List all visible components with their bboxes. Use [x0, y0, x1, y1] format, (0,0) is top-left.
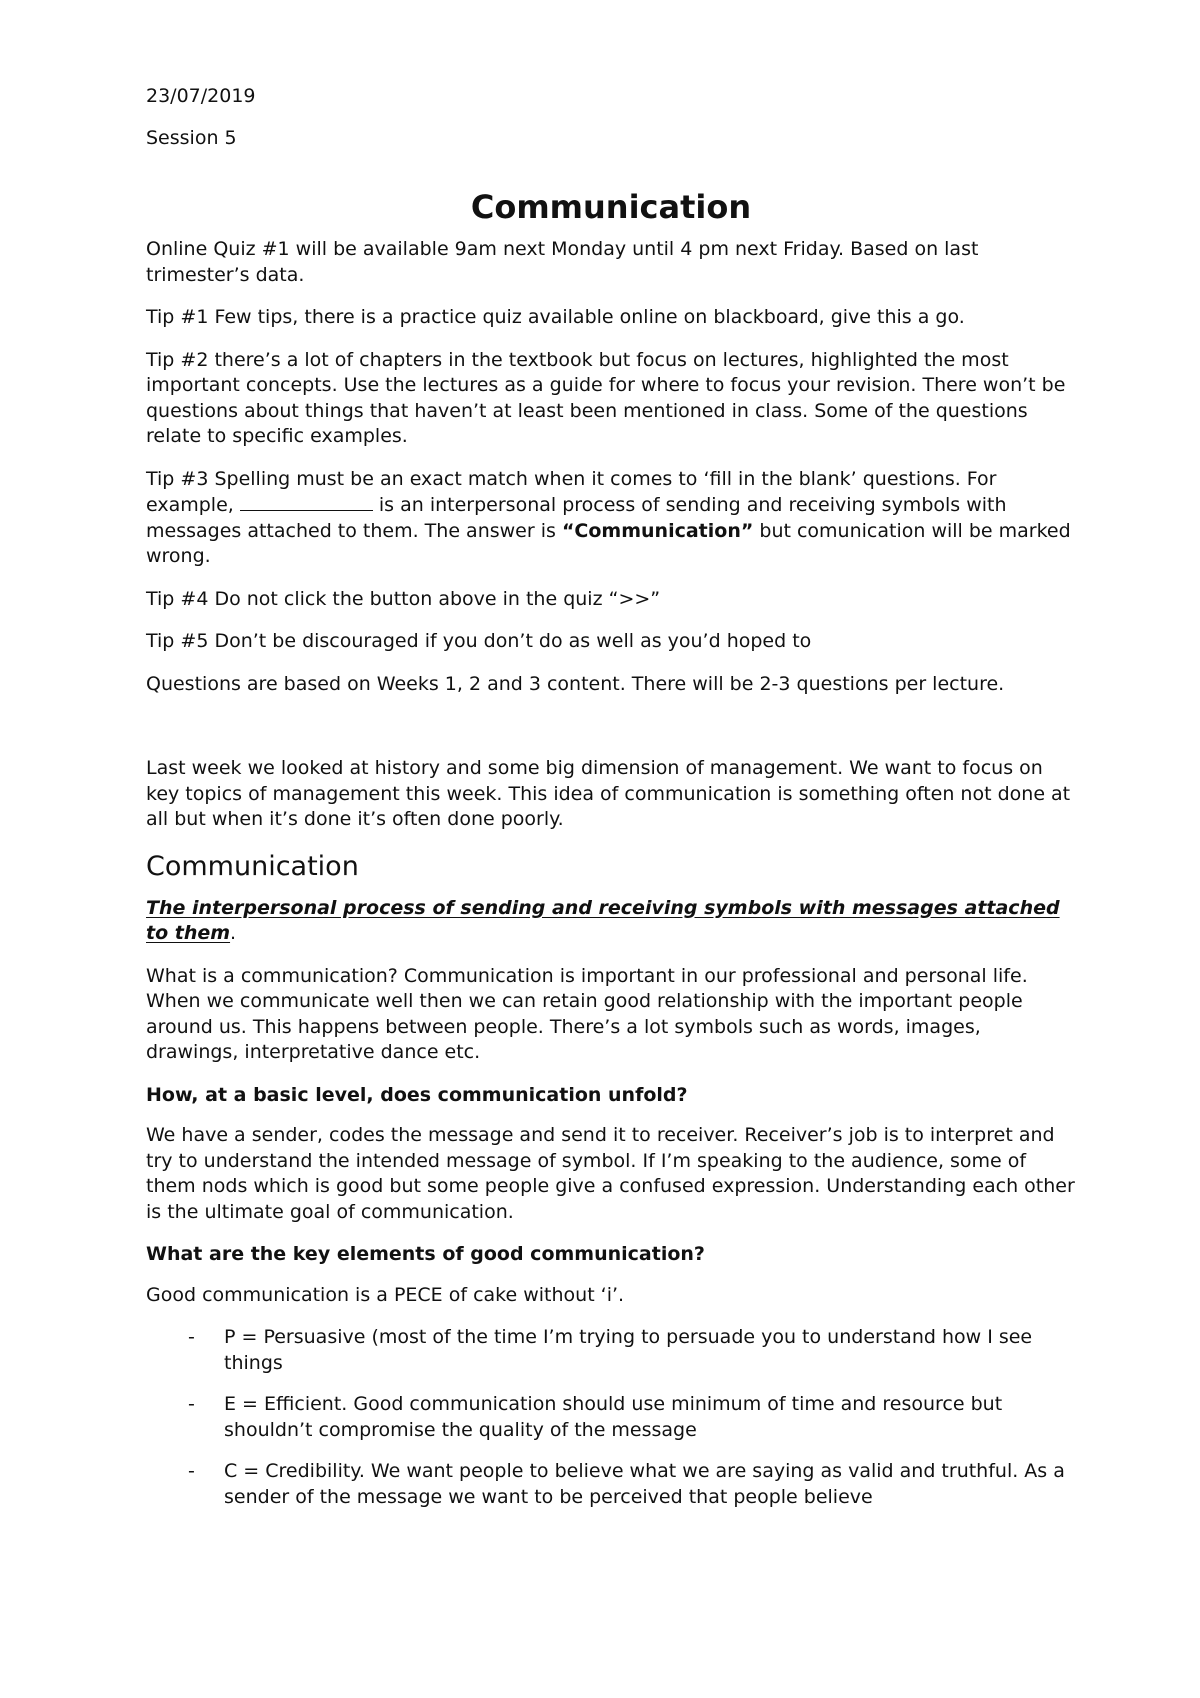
last-week-paragraph: Last week we looked at history and some big dimension of management. We want to focus on key topics of management this week. This idea of communication is something often not done at all but when it’s done it’s often done poorly. [146, 757, 1071, 830]
questions-note: Questions are based on Weeks 1, 2 and 3 content. There will be 2-3 questions per lecture. [146, 672, 1005, 695]
definition-text: The interpersonal process of sending and receiving symbols with messages attached to them [146, 896, 1060, 944]
page-title: Communication [470, 188, 752, 226]
tip-4: Tip #4 Do not click the button above in the quiz “>>” [146, 587, 661, 610]
tip-3-end: but comunication will be marked wrong. [146, 519, 1071, 567]
tip-3-answer: “Communication” [561, 519, 754, 542]
list-item-text: P = Persuasive (most of the time I’m trying to persuade you to understand how I see things [224, 1326, 1033, 1374]
tip-2: Tip #2 there’s a lot of chapters in the textbook but focus on lectures, highlighted the most important concepts. Use the lectures as a guide for where to focus your revision. There won’t be questions about things that haven’t at least been mentioned in class. Some of the questions relate to specific examples. [146, 348, 1066, 447]
document-page [146, 84, 1076, 1526]
list-bullet: - [188, 1460, 195, 1482]
answer-paragraph-1: We have a sender, codes the message and send it to receiver. Receiver’s job is to interpret and try to understand the intended message of symbol. If I’m speaking to the audience, some of them nods which is good but some people give a confused expression. Understanding each other is the ultimate goal of communication. [146, 1124, 1075, 1223]
list-item-text: E = Efficient. Good communication should use minimum of time and resource but shouldn’t compromise the quality of the message [224, 1393, 1003, 1441]
list-item-text: C = Credibility. We want people to believe what we are saying as valid and truthful. As a sender of the message we want to be perceived that people believe [224, 1460, 1065, 1508]
session-label: Session 5 [146, 126, 237, 149]
definition-paragraph [146, 896, 1076, 947]
spacer [146, 714, 1076, 756]
tip-3-start: Tip #3 Spelling must be an exact match when it comes to ‘fill in the blank’ questions. For example, [146, 467, 997, 516]
pece-list [146, 1325, 1076, 1510]
quiz-intro: Online Quiz #1 will be available 9am next Monday until 4 pm next Friday. Based on last trimester’s data. [146, 238, 979, 286]
definition-period: . [230, 922, 237, 944]
answer-paragraph-2: Good communication is a PECE of cake without ‘i’. [146, 1283, 625, 1306]
date: 23/07/2019 [146, 85, 256, 107]
list-item [146, 1325, 1076, 1376]
question-heading-1: How, at a basic level, does communication unfold? [146, 1083, 688, 1106]
fill-in-blank-line [240, 492, 373, 511]
section-heading: Communication [146, 850, 359, 882]
tip-3 [146, 467, 1076, 570]
tip-1: Tip #1 Few tips, there is a practice quiz available online on blackboard, give this a go. [146, 306, 965, 328]
what-is-paragraph: What is a communication? Communication is important in our professional and personal life. When we communicate well then we can retain good relationship with the important people around us. This happens between people. There’s a lot symbols such as words, images, drawings, interpretative dance etc. [146, 964, 1028, 1063]
list-bullet: - [188, 1393, 195, 1415]
question-heading-2: What are the key elements of good communication? [146, 1243, 705, 1265]
tip-5: Tip #5 Don’t be discouraged if you don’t do as well as you’d hoped to [146, 630, 812, 652]
tip-3-middle: is an interpersonal process of sending and receiving symbols with messages attached to them. The answer is [146, 494, 1007, 542]
list-item [146, 1392, 1076, 1443]
list-item [146, 1459, 1076, 1510]
list-bullet: - [188, 1326, 195, 1348]
